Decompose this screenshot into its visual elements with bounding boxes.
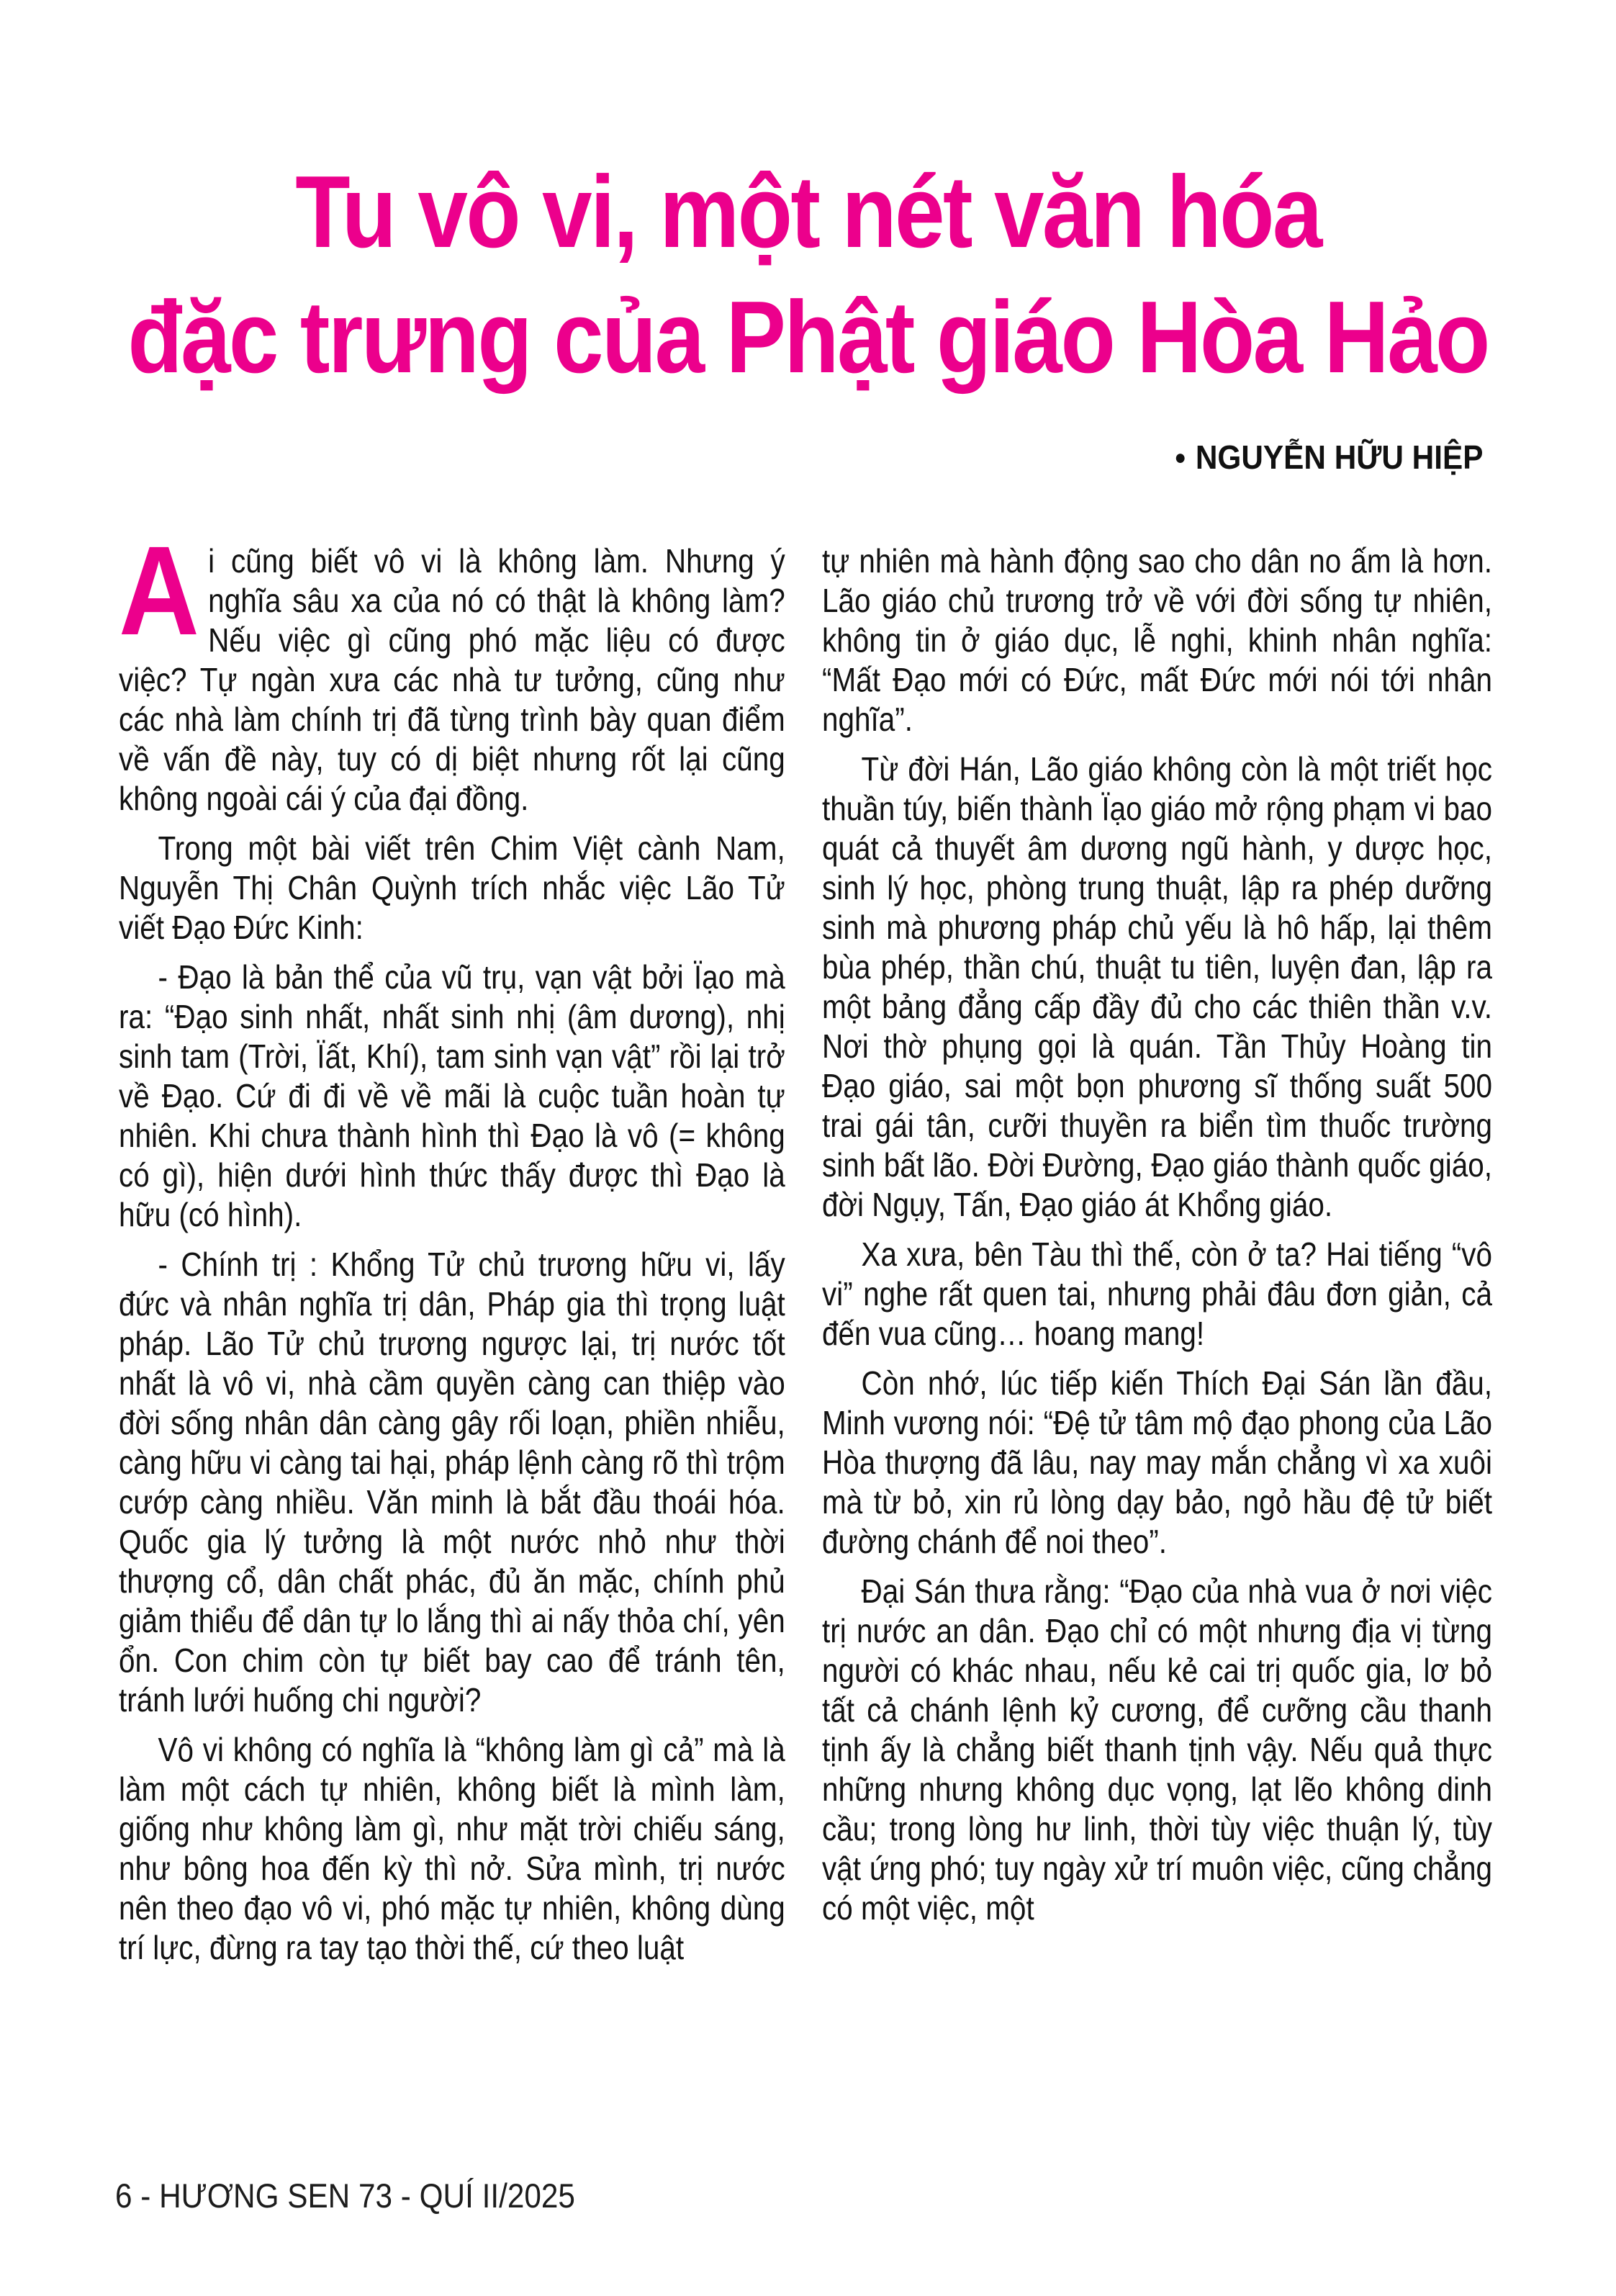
page-title-line2: đặc trưng của Phật giáo Hòa Hảo xyxy=(127,280,1489,395)
body-paragraph: - Đạo là bản thể của vũ trụ, vạn vật bởi Ïạo mà ra: “Đạo sinh nhất, nhất sinh nhị (âm dương), nhị sinh tam (Trời, Ïất, Khí), tam sinh vạn vật” rồi lại trở về Đạo. Cứ đi đi về về mãi là cuộc tuần hoàn tự nhiên. Khi chưa thành hình thì Đạo là vô (= không có gì), hiện dưới hình thức thấy được thì Đạo là hữu (có hình). xyxy=(119,958,785,1233)
page-footer: 6 - HƯƠNG SEN 73 - QUÍ II/2025 xyxy=(115,2176,575,2215)
body-paragraph: Xa xưa, bên Tàu thì thế, còn ở ta? Hai tiếng “vô vi” nghe rất quen tai, nhưng phải đâu đơn giản, cả đến vua cũng… hoang mang! xyxy=(822,1235,1493,1352)
page-title-line1: Tu vô vi, một nét văn hóa xyxy=(295,155,1321,269)
body-paragraph xyxy=(119,521,785,819)
left-column xyxy=(119,521,785,1978)
body-paragraph: Vô vi không có nghĩa là “không làm gì cả” mà là làm một cách tự nhiên, không biết là mình làm, giống như không làm gì, như mặt trời chiếu sáng, như bông hoa đến kỳ thì nở. Sửa mình, trị nước nên theo đạo vô vi, phó mặc tự nhiên, không dùng trí lực, đừng ra tay tạo thời thế, cứ theo luật xyxy=(119,1731,785,1966)
bullet-icon: ● xyxy=(1173,446,1186,469)
body-paragraph: Trong một bài viết trên Chim Việt cành Nam, Nguyễn Thị Chân Quỳnh trích nhắc việc Lão Tử viết Đạo Đức Kinh: xyxy=(119,829,785,946)
body-paragraph: - Chính trị : Khổng Tử chủ trương hữu vi, lấy đức và nhân nghĩa trị dân, Pháp gia thì trọng luật pháp. Lão Tử chủ trương ngược lại, trị nước tốt nhất là vô vi, nhà cầm quyền càng can thiệp vào đời sống nhân dân càng gây rối loạn, phiền nhiễu, càng hữu vi càng tai hại, pháp lệnh càng rõ thì trộm cướp càng nhiều. Văn minh là bắt đầu thoái hóa. Quốc gia lý tưởng là một nước nhỏ như thời thượng cổ, dân chất phác, đủ ăn mặc, chính phủ giảm thiểu để dân tự lo lắng thì ai nấy thỏa chí, yên ổn. Con chim còn tự biết bay cao để tránh tên, tránh lưới huống chi người? xyxy=(119,1246,785,1719)
page-title xyxy=(97,150,1520,400)
body-paragraph: Còn nhớ, lúc tiếp kiến Thích Đại Sán lần đầu, Minh vương nói: “Đệ tử tâm mộ đạo phong của Lão Hòa thượng đã lâu, nay may mắn chẳng vì xa xuôi mà từ bỏ, xin rủ lòng dạy bảo, ngỏ hầu đệ tử biết đường chánh để noi theo”. xyxy=(822,1364,1493,1560)
body-paragraph: Từ đời Hán, Lão giáo không còn là một triết học thuần túy, biến thành Ïạo giáo mở rộng phạm vi bao quát cả thuyết âm dương ngũ hành, y dược học, sinh lý học, phòng trung thuật, lập ra phép dưỡng sinh mà phương pháp chủ yếu là hô hấp, lại thêm bùa phép, thần chú, thuật tu tiên, luyện đan, lập ra một bảng đẳng cấp đầy đủ cho các thiên thần v.v. Nơi thờ phụng gọi là quán. Tần Thủy Hoàng tin Đạo giáo, sai một bọn phương sĩ thống suất 500 trai gái tân, cưỡi thuyền ra biển tìm thuốc trường sinh bất lão. Đời Đường, Đạo giáo thành quốc giáo, đời Ngụy, Tấn, Đạo giáo át Khổng giáo. xyxy=(822,750,1493,1223)
paragraph-text: i cũng biết vô vi là không làm. Nhưng ý nghĩa sâu xa của nó có thật là không làm? Nếu việc gì cũng phó mặc liệu có được việc? Tự ngàn xưa các nhà tư tưởng, cũng như các nhà làm chính trị đã từng trình bày quan điểm về vấn đề này, tuy có dị biệt nhưng rốt lại cũng không ngoài cái ý của đại đồng. xyxy=(119,542,785,817)
body-paragraph: Đại Sán thưa rằng: “Đạo của nhà vua ở nơi việc trị nước an dân. Đạo chỉ có một nhưng địa vị từng người có khác nhau, nếu kẻ cai trị quốc gia, lơ bỏ tất cả chánh lệnh kỷ cương, để cưỡng cầu thanh tịnh ấy là chẳng biết thanh tịnh vậy. Nếu quả thực những nhưng không dục vọng, lạt lẽo không dinh cầu; trong lòng hư linh, thời tùy việc thuận lý, tùy vật ứng phó; tuy ngày xử trí muôn việc, cũng chẳng có một việc, một xyxy=(822,1572,1493,1927)
author-line xyxy=(1174,438,1483,477)
body-paragraph: tự nhiên mà hành động sao cho dân no ấm là hơn. Lão giáo chủ trương trở về với đời sống tự nhiên, không tin ở giáo dục, lễ nghi, khinh nhân nghĩa: “Mất Đạo mới có Đức, mất Đức mới nói tới nhân nghĩa”. xyxy=(822,542,1493,738)
author-name: NGUYỄN HỮU HIỆP xyxy=(1195,438,1483,476)
drop-cap: A xyxy=(119,521,199,662)
right-column xyxy=(822,541,1492,1938)
